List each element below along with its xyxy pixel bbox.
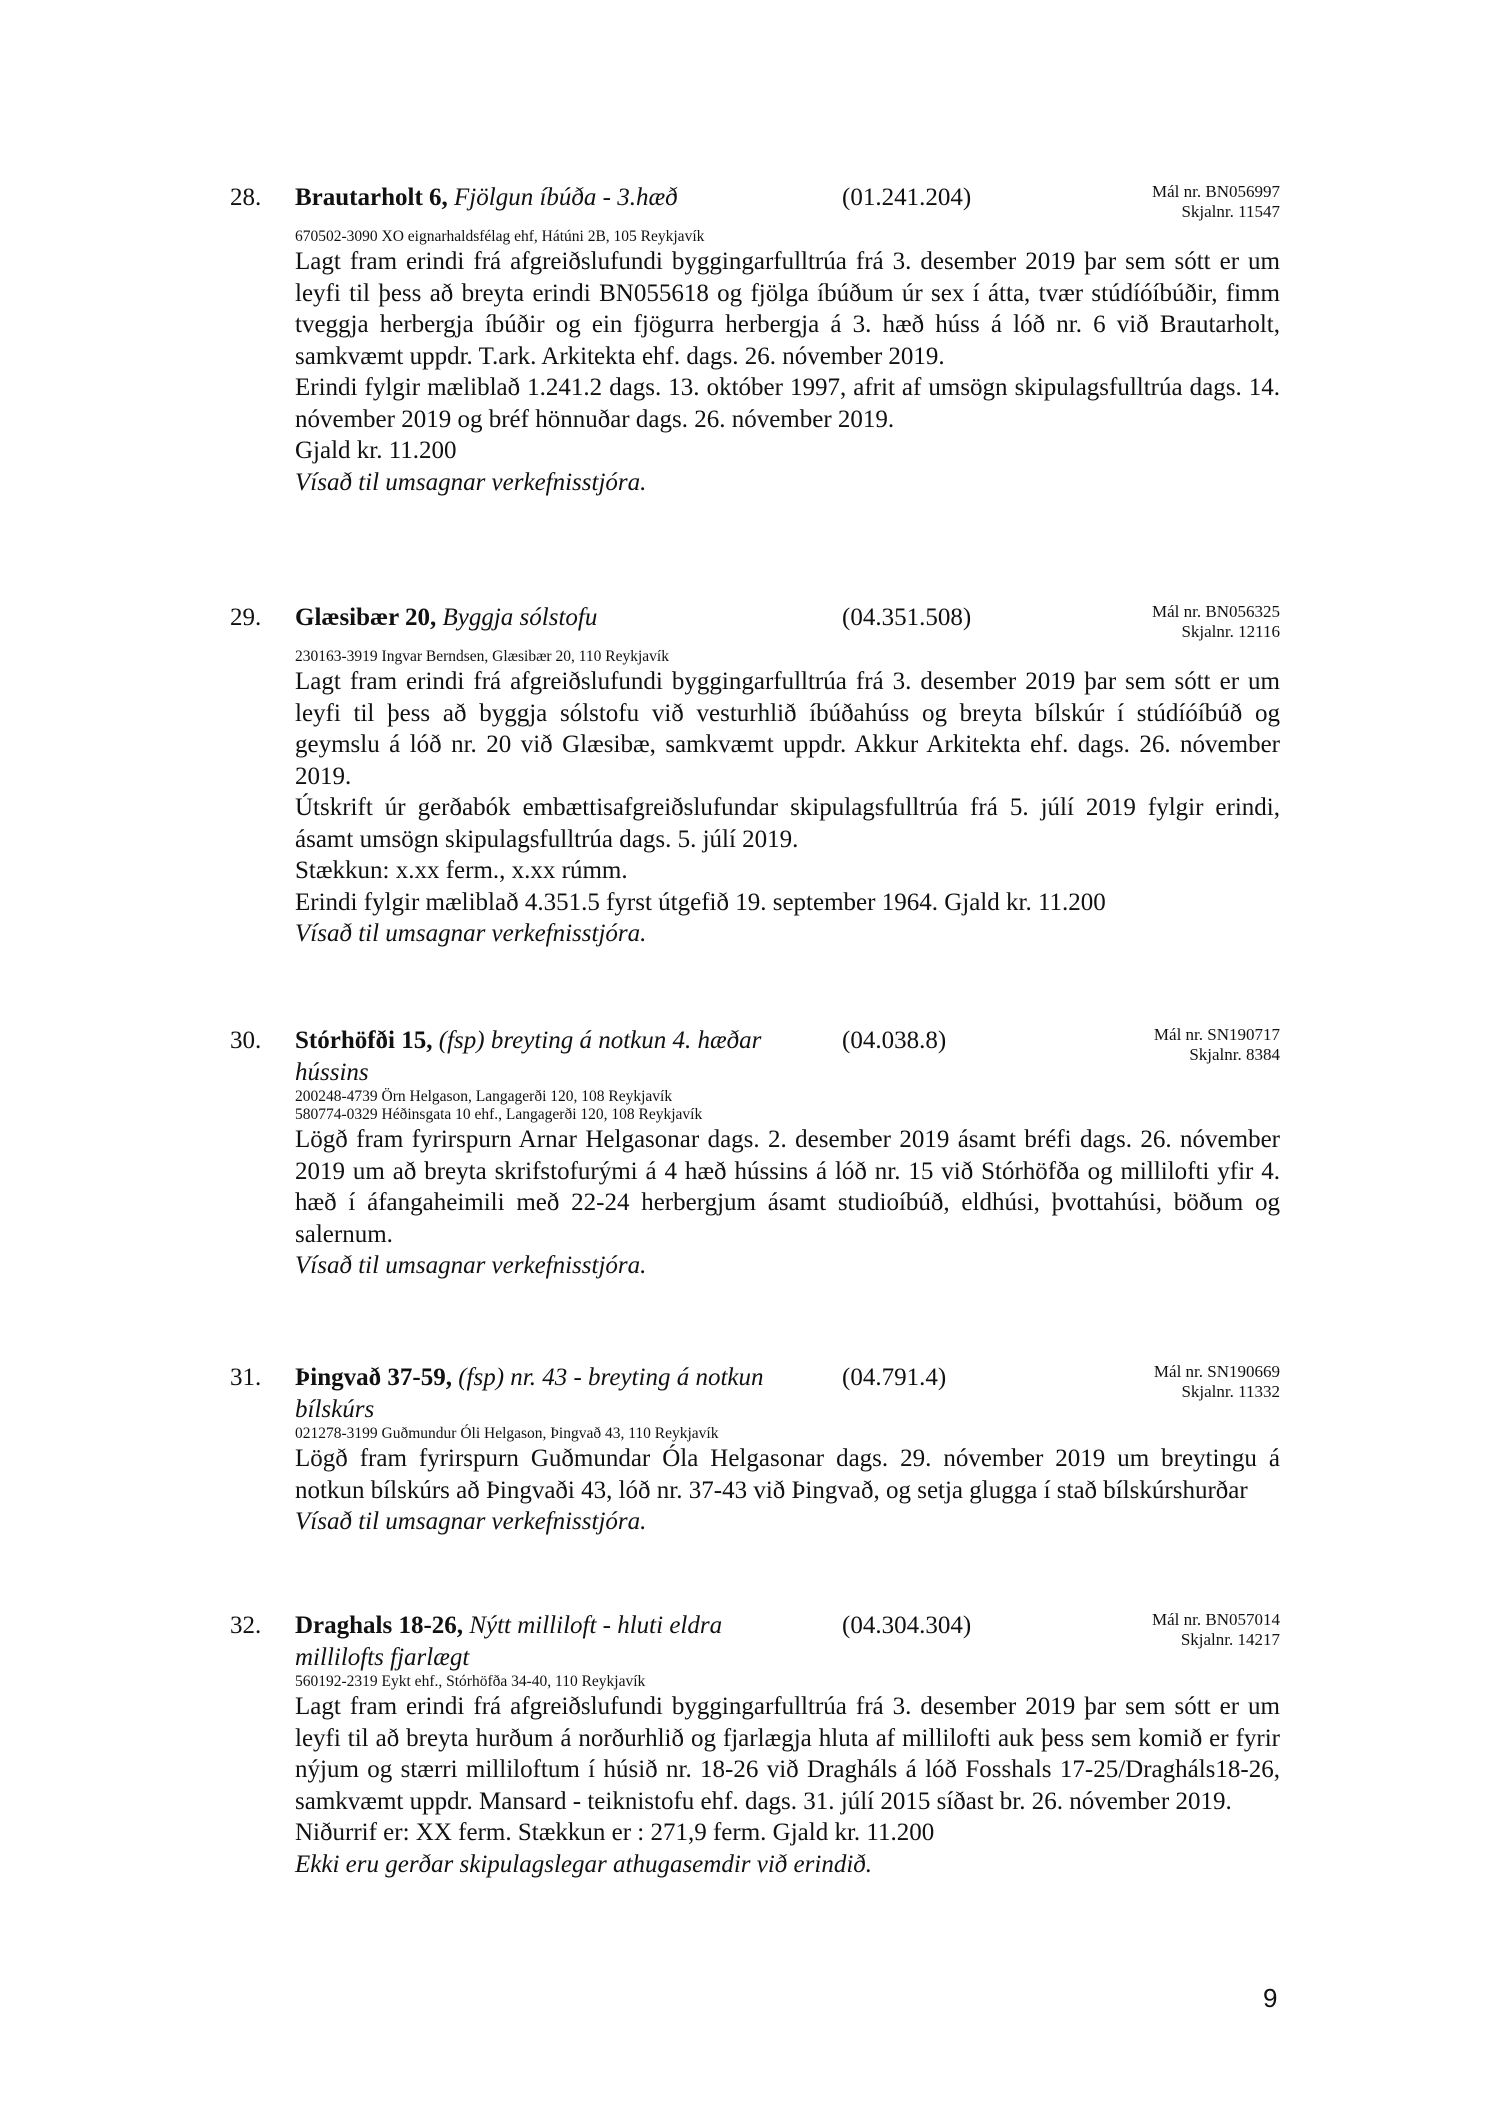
owner-line: 021278-3199 Guðmundur Óli Helgason, Þingvað 43, 110 Reykjavík bbox=[295, 1425, 719, 1442]
item-text-2: Útskrift úr gerðabók embættisafgreiðslufundar skipulagsfulltrúa frá 5. júlí 2019 fylgir erindi, ásamt umsögn skipulagsfulltrúa dags. 5. júlí 2019. bbox=[295, 794, 1280, 853]
page-number: 9 bbox=[1263, 1983, 1278, 2013]
case-meta bbox=[1152, 602, 1280, 642]
item-conclusion: Vísað til umsagnar verkefnisstjóra. bbox=[295, 468, 647, 496]
item-number: 28. bbox=[230, 184, 262, 211]
agenda-item bbox=[230, 182, 1280, 498]
item-text: Lögð fram fyrirspurn Guðmundar Óla Helgasonar dags. 29. nóvember 2019 um breytingu á notkun bílskúrs að Þingvaði 43, lóð nr. 37-43 við Þingvað, og setja glugga í stað bílskúrshurðar bbox=[295, 1445, 1280, 1504]
item-title bbox=[295, 1610, 805, 1674]
owner-line: 670502-3090 XO eignarhaldsfélag ehf, Hátúni 2B, 105 Reykjavík bbox=[295, 228, 705, 245]
item-body bbox=[295, 182, 1280, 498]
item-address: Þingvað 37-59, bbox=[295, 1364, 452, 1391]
item-description: Nýtt milliloft - hluti eldra millilofts fjarlægt bbox=[295, 1612, 723, 1671]
case-number: Mál nr. BN057014 bbox=[1152, 1610, 1280, 1629]
owner-line: 230163-3919 Ingvar Berndsen, Glæsibær 20, 110 Reykjavík bbox=[295, 648, 669, 665]
case-meta bbox=[1152, 182, 1280, 222]
item-number: 30. bbox=[230, 1027, 262, 1054]
item-text-2: Niðurrif er: XX ferm. Stækkun er : 271,9 ferm. Gjald kr. 11.200 bbox=[295, 1819, 935, 1846]
item-number: 29. bbox=[230, 604, 262, 631]
item-body bbox=[295, 602, 1280, 950]
item-text-2: Erindi fylgir mæliblað 1.241.2 dags. 13. október 1997, afrit af umsögn skipulagsfulltrúa dags. 14. nóvember 2019 og bréf hönnuðar dags. 26. nóvember 2019. bbox=[295, 374, 1280, 433]
item-conclusion: Vísað til umsagnar verkefnisstjóra. bbox=[295, 920, 647, 947]
item-number: 31. bbox=[230, 1364, 262, 1391]
document-number: Skjalnr. 11547 bbox=[1181, 202, 1280, 221]
item-number: 32. bbox=[230, 1612, 262, 1639]
land-code: (04.304.304) bbox=[842, 1612, 972, 1639]
document-number: Skjalnr. 11332 bbox=[1181, 1382, 1280, 1401]
item-title bbox=[295, 1362, 805, 1426]
agenda-item bbox=[230, 1610, 1280, 1880]
case-meta bbox=[1154, 1362, 1280, 1402]
document-number: Skjalnr. 8384 bbox=[1189, 1045, 1280, 1064]
agenda-item bbox=[230, 602, 1280, 950]
land-code: (04.351.508) bbox=[842, 604, 972, 631]
item-title bbox=[295, 1025, 805, 1089]
item-description: Byggja sólstofu bbox=[442, 604, 598, 631]
case-number: Mál nr. SN190669 bbox=[1153, 1362, 1280, 1381]
land-code: (04.791.4) bbox=[842, 1364, 947, 1391]
item-address: Brautarholt 6, bbox=[295, 184, 448, 211]
document-number: Skjalnr. 12116 bbox=[1181, 622, 1280, 641]
item-conclusion: Vísað til umsagnar verkefnisstjóra. bbox=[295, 1508, 647, 1535]
case-number: Mál nr. SN190717 bbox=[1153, 1025, 1280, 1044]
item-text: Lagt fram erindi frá afgreiðslufundi byggingarfulltrúa frá 3. desember 2019 þar sem sótt er um leyfi til þess að breyta erindi BN055618 og fjölga íbúðum úr sex í átta, tvær stúdíóíbúðir, fimm tveggja herbergja íbúðir og ein fjögurra herbergja á 3. hæð húss á lóð nr. 6 við Brautarholt, samkvæmt uppdr. T.ark. Arkitekta ehf. dags. 26. nóvember 2019. bbox=[295, 248, 1280, 370]
document-number: Skjalnr. 14217 bbox=[1180, 1630, 1280, 1649]
case-meta bbox=[1152, 1610, 1280, 1650]
case-meta bbox=[1154, 1025, 1280, 1065]
item-description: (fsp) breyting á notkun 4. hæðar hússins bbox=[295, 1027, 762, 1086]
agenda-item bbox=[230, 1025, 1280, 1282]
case-number: Mál nr. BN056325 bbox=[1152, 602, 1280, 621]
item-text: Lagt fram erindi frá afgreiðslufundi byggingarfulltrúa frá 3. desember 2019 þar sem sótt er um leyfi til að breyta hurðum á norðurhlið og fjarlægja hluta af millilofti auk þess sem komið er fyrir nýjum og stærri milliloftum í húsið nr. 18-26 við Dragháls á lóð Fosshals 17-25/Dragháls18-26, samkvæmt uppdr. Mansard - teiknistofu ehf. dags. 31. júlí 2015 síðast br. 26. nóvember 2019. bbox=[295, 1693, 1280, 1815]
item-conclusion: Ekki eru gerðar skipulagslegar athugasemdir við erindið. bbox=[295, 1850, 873, 1878]
item-title bbox=[295, 182, 805, 214]
case-number: Mál nr. BN056997 bbox=[1152, 182, 1280, 201]
owner-line: 580774-0329 Héðinsgata 10 ehf., Langagerði 120, 108 Reykjavík bbox=[295, 1106, 703, 1123]
item-address: Glæsibær 20, bbox=[295, 604, 437, 631]
item-address: Stórhöfði 15, bbox=[295, 1027, 433, 1054]
item-text: Lögð fram fyrirspurn Arnar Helgasonar dags. 2. desember 2019 ásamt bréfi dags. 26. nóvember 2019 um að breyta skrifstofurými á 4 hæð hússins á lóð nr. 15 við Stórhöfða og millilofti yfir 4. hæð í áfangaheimili með 22-24 herbergjum ásamt studioíbúð, eldhúsi, þvottahúsi, böðum og salernum. bbox=[295, 1126, 1280, 1248]
agenda-item bbox=[230, 1362, 1280, 1538]
land-code: (04.038.8) bbox=[842, 1027, 947, 1054]
item-description: Fjölgun íbúða - 3.hæð bbox=[454, 184, 678, 211]
item-address: Draghals 18-26, bbox=[295, 1612, 464, 1639]
land-code: (01.241.204) bbox=[842, 184, 972, 211]
item-title bbox=[295, 602, 805, 634]
item-text-3: Stækkun: x.xx ferm., x.xx rúmm. bbox=[295, 857, 628, 884]
item-text-4: Erindi fylgir mæliblað 4.351.5 fyrst útgefið 19. september 1964. Gjald kr. 11.200 bbox=[295, 888, 1106, 916]
item-text: Lagt fram erindi frá afgreiðslufundi byggingarfulltrúa frá 3. desember 2019 þar sem sótt er um leyfi til þess að byggja sólstofu við vesturhlið íbúðahúss og breyta bílskúr í stúdíóíbúð og geymslu á lóð nr. 20 við Glæsibæ, samkvæmt uppdr. Akkur Arkitekta ehf. dags. 26. nóvember 2019. bbox=[295, 668, 1280, 790]
item-conclusion: Vísað til umsagnar verkefnisstjóra. bbox=[295, 1252, 647, 1279]
item-text-3: Gjald kr. 11.200 bbox=[295, 437, 457, 464]
item-description: (fsp) nr. 43 - breyting á notkun bílskúrs bbox=[295, 1364, 764, 1423]
owner-line: 560192-2319 Eykt ehf., Stórhöfða 34-40, 110 Reykjavík bbox=[295, 1673, 646, 1690]
owner-line: 200248-4739 Örn Helgason, Langagerði 120, 108 Reykjavík bbox=[295, 1088, 673, 1105]
